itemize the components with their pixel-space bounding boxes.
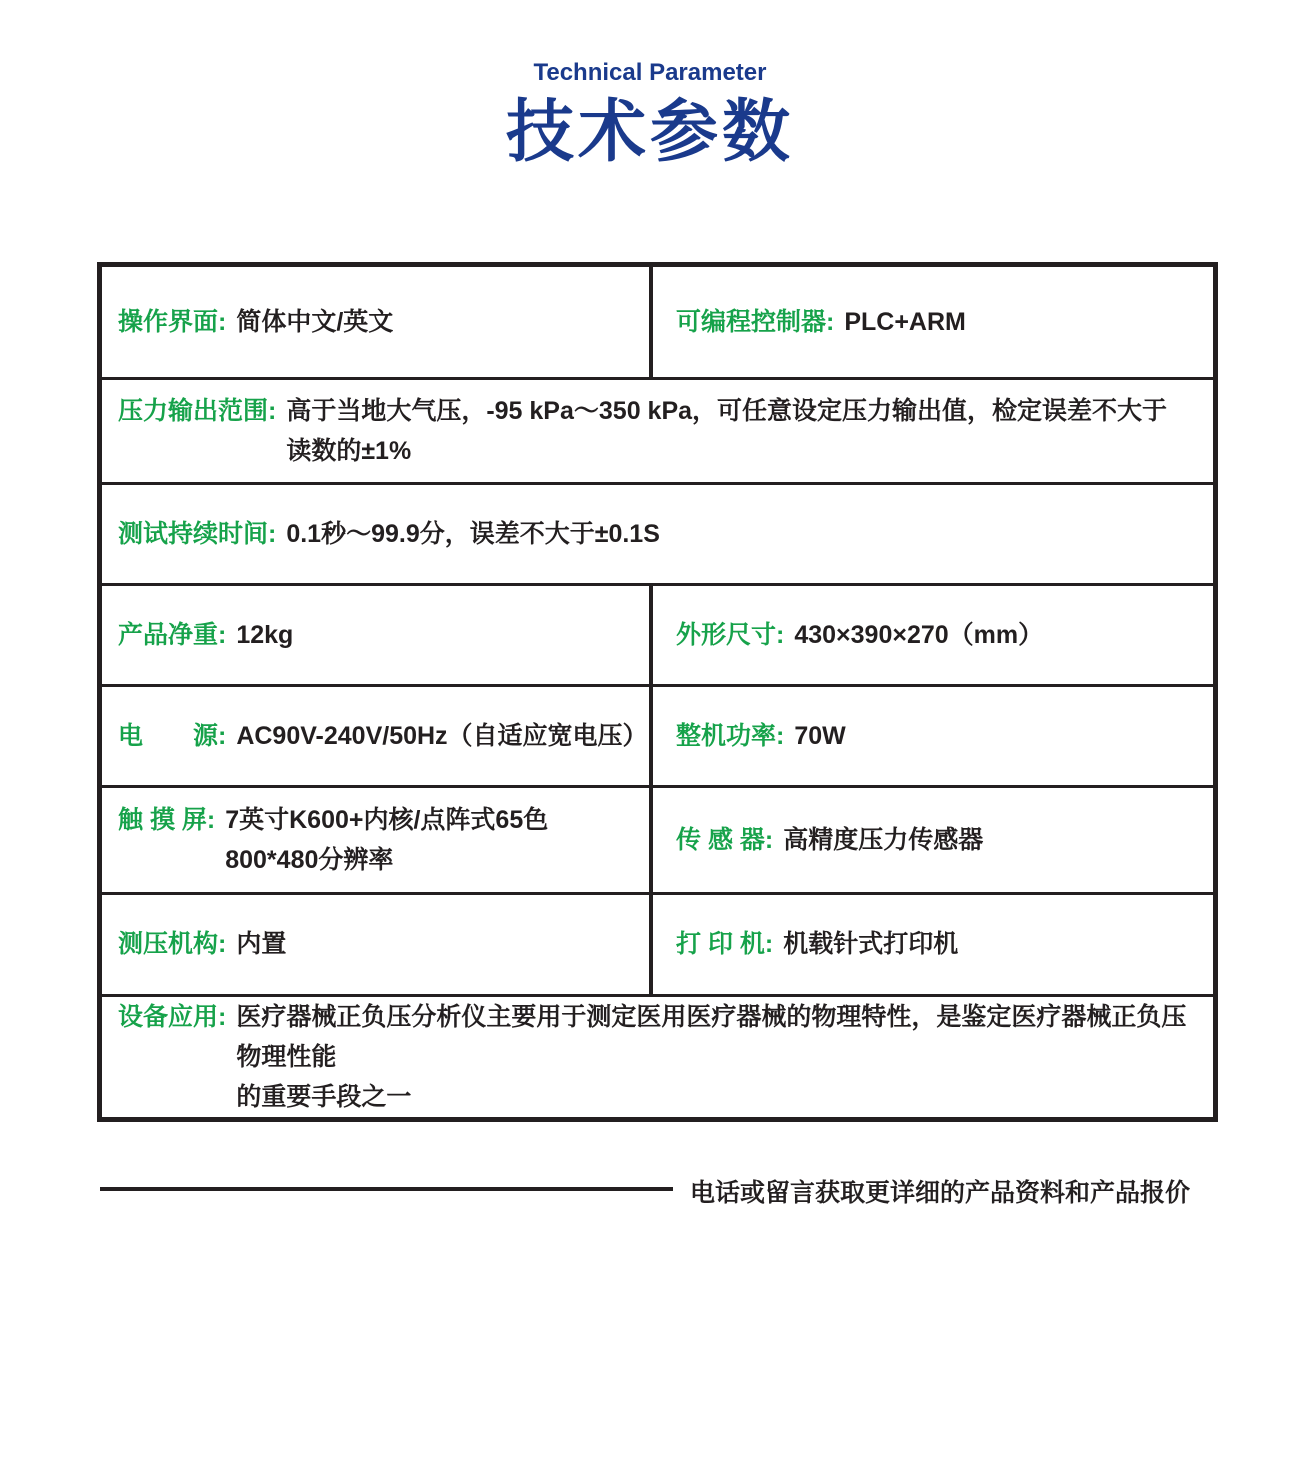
- spec-value: AC90V-240V/50Hz（自适应宽电压）: [236, 722, 648, 751]
- spec-value: 机载针式打印机: [783, 930, 959, 959]
- page-title: 技术参数: [505, 94, 794, 170]
- spec-cell: [653, 267, 1213, 377]
- spec-label: 外形尺寸:: [676, 620, 785, 649]
- spec-cell: [653, 687, 1213, 785]
- spec-row: [102, 482, 1213, 583]
- spec-value: 430×390×270（mm）: [794, 620, 1044, 649]
- spec-cell: [102, 895, 653, 994]
- spec-label: 触 摸 屏:: [118, 806, 216, 835]
- spec-cell: [653, 586, 1213, 684]
- spec-label: 打 印 机:: [676, 930, 774, 959]
- spec-row: [102, 892, 1213, 994]
- spec-value: 高于当地大气压，-95 kPa～350 kPa，可任意设定压力输出值，检定误差不大于 读数的±1%: [286, 396, 1168, 465]
- footer-divider: [100, 1187, 673, 1191]
- spec-label: 电 源:: [118, 722, 227, 751]
- spec-cell: [102, 485, 1213, 583]
- spec-row: [102, 583, 1213, 684]
- spec-value: 7英寸K600+内核/点阵式65色 800*480分辨率: [225, 806, 549, 875]
- spec-value: 内置: [236, 930, 287, 959]
- spec-value: 70W: [794, 722, 846, 751]
- spec-value: 12kg: [236, 620, 294, 649]
- spec-row: [102, 785, 1213, 891]
- spec-cell: [102, 380, 1213, 481]
- spec-label: 产品净重:: [118, 620, 227, 649]
- spec-label: 可编程控制器:: [676, 308, 835, 337]
- spec-cell: [102, 586, 653, 684]
- spec-cell: [102, 997, 1213, 1117]
- spec-label: 测试持续时间:: [118, 519, 277, 548]
- spec-value: 0.1秒～99.9分，误差不大于±0.1S: [286, 519, 660, 548]
- spec-row: [102, 267, 1213, 377]
- spec-value: 医疗器械正负压分析仪主要用于测定医用医疗器械的物理特性，是鉴定医疗器械正负压物理性能 的重要手段之一: [236, 1003, 1187, 1111]
- spec-row: [102, 684, 1213, 785]
- spec-label: 测压机构:: [118, 930, 227, 959]
- spec-value: 简体中文/英文: [236, 308, 394, 337]
- subtitle-en: Technical Parameter: [533, 59, 767, 86]
- spec-row: [102, 994, 1213, 1117]
- spec-label: 压力输出范围:: [118, 396, 277, 425]
- spec-cell: [102, 687, 653, 785]
- spec-cell: [102, 267, 653, 377]
- spec-label: 操作界面:: [118, 308, 227, 337]
- spec-cell: [653, 895, 1213, 994]
- spec-label: 整机功率:: [676, 722, 785, 751]
- spec-cell: [102, 788, 653, 891]
- spec-label: 传 感 器:: [676, 826, 774, 855]
- spec-value: PLC+ARM: [844, 308, 966, 337]
- spec-value: 高精度压力传感器: [783, 826, 984, 855]
- footer: [0, 1170, 1300, 1220]
- spec-cell: [653, 788, 1213, 891]
- spec-table: [97, 262, 1218, 1122]
- footer-note: 电话或留言获取更详细的产品资料和产品报价: [690, 1179, 1191, 1207]
- spec-row: [102, 377, 1213, 481]
- spec-label: 设备应用:: [118, 1003, 227, 1031]
